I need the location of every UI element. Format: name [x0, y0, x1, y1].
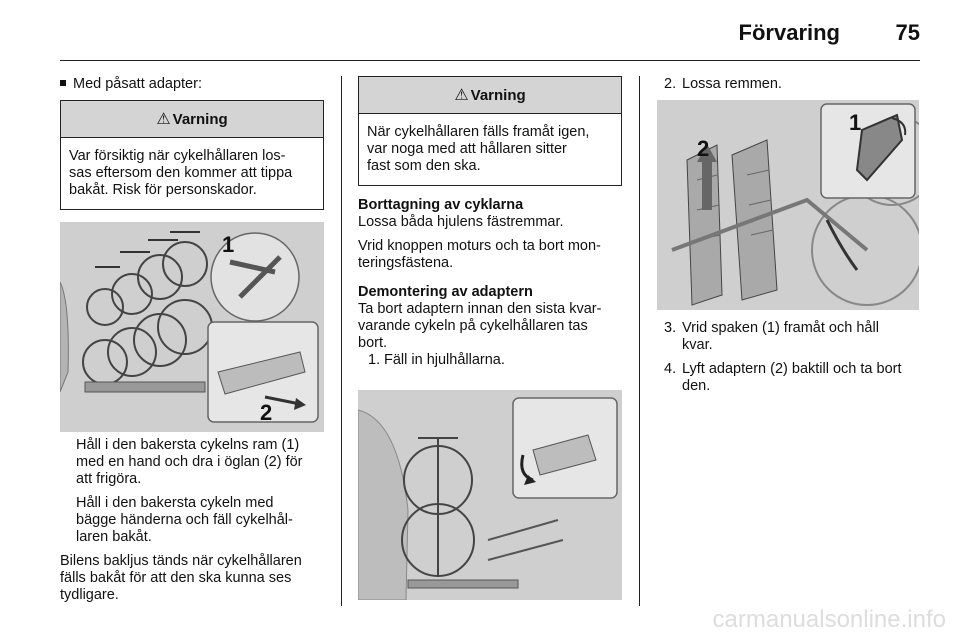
step-4: 4. Lyft adaptern (2) baktill och ta bort den. [664, 361, 902, 394]
step-fold-back: Håll i den bakersta cykeln med bägge händerna och fäll cykelhål- laren bakåt. [76, 495, 293, 545]
figure-bike-carrier-release [60, 222, 324, 432]
warning-box-1 [60, 100, 324, 210]
page-title: Förvaring [738, 20, 840, 45]
header-rule [60, 60, 920, 61]
intro-bullet: Med påsatt adapter: [60, 76, 324, 96]
page-number: 75 [895, 20, 920, 45]
watermark: carmanualsonline.info [712, 606, 946, 633]
step-2: 2. Lossa remmen. [664, 76, 782, 92]
step-hold-frame: Håll i den bakersta cykelns ram (1) med en hand och dra i öglan (2) för att frigöra. [76, 437, 303, 487]
column-divider-2 [639, 76, 640, 606]
column-divider-1 [341, 76, 342, 606]
column-2 [358, 76, 622, 369]
warning-text: Var försiktig när cykelhållaren los- sas eftersom den kommer att tippa bakåt. Risk för personskador. [69, 148, 293, 198]
section-heading: Demontering av adaptern [358, 284, 533, 300]
bullet-icon [60, 80, 66, 86]
warning-triangle-icon: ⚠ [156, 110, 171, 128]
step-1: 1. Fäll in hjulhållarna. [368, 352, 505, 368]
column-1 [60, 76, 324, 210]
figure-callout-2: 2 [697, 136, 710, 161]
column-1-steps [60, 437, 328, 604]
warning-text: När cykelhållaren fälls framåt igen, var noga med att hållaren sitter fast som den ska. [367, 124, 590, 174]
step-3: 3. Vrid spaken (1) framåt och håll kvar. [664, 320, 879, 353]
figure-callout-2: 2 [260, 400, 273, 425]
warning-header: ⚠ Varning [61, 101, 323, 138]
section-remove-bikes: Borttagning av cyklarna Lossa båda hjulens fästremmar. Vrid knoppen moturs och ta bort mon- teringsfästena. [358, 197, 622, 272]
warning-triangle-icon: ⚠ [454, 86, 469, 104]
taillight-note: Bilens bakljus tänds när cykelhållaren fälls bakåt för att den ska kunna ses tydligare. [60, 553, 302, 603]
warning-header: ⚠ Varning [359, 77, 621, 114]
page-header [60, 14, 920, 54]
figure-callout-1: 1 [222, 232, 235, 257]
figure-fold-wheel-holders [358, 390, 622, 600]
section-heading: Borttagning av cyklarna [358, 197, 524, 213]
column-3-steps [664, 320, 922, 395]
figure-release-strap [657, 100, 919, 310]
column-3 [664, 76, 922, 93]
warning-box-2 [358, 76, 622, 186]
section-remove-adapter: Demontering av adaptern Ta bort adaptern innan den sista kvar- varande cykeln på cykelhållaren tas bort. 1. Fäll in hjulhållarna. [358, 284, 622, 369]
figure-callout-1: 1 [849, 110, 862, 135]
